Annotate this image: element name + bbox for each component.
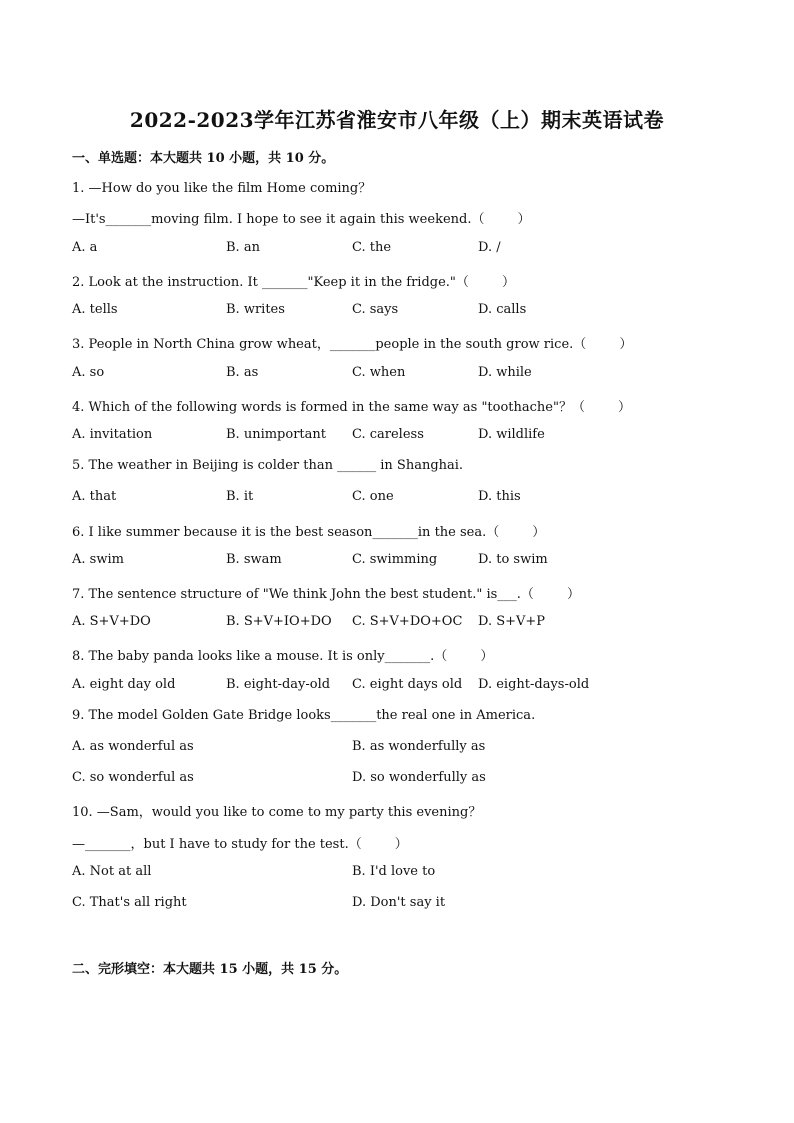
question-9-options-row2 (72, 770, 722, 788)
option-a[interactable]: A. S+V+DO (72, 614, 151, 629)
option-c[interactable]: C. one (352, 489, 394, 504)
question-4-stem: 4. Which of the following words is formed in the same way as "toothache"？（ ） (72, 400, 632, 415)
option-b[interactable]: B. writes (226, 302, 285, 317)
option-d[interactable]: D. Don't say it (352, 895, 446, 910)
option-a[interactable]: A. swim (72, 552, 124, 567)
question-6-options (72, 552, 722, 570)
option-c[interactable]: C. says (352, 302, 399, 317)
option-a[interactable]: A. eight day old (72, 677, 176, 692)
section-heading: 二、完形填空：本大题共 15 小题，共 15 分。 (72, 962, 348, 977)
option-a[interactable]: A. Not at all (72, 864, 152, 879)
option-c[interactable]: C. when (352, 365, 406, 380)
question-5-stem: 5. The weather in Beijing is colder than ______ in Shanghai. (72, 458, 464, 473)
question-4-options (72, 427, 722, 445)
question-5-options (72, 489, 722, 507)
question-1-prompt: —It's_______moving film. I hope to see it again this weekend.（ ） (72, 212, 531, 227)
option-b[interactable]: B. it (226, 489, 254, 504)
question-8-stem: 8. The baby panda looks like a mouse. It is only_______.（ ） (72, 649, 494, 664)
option-b[interactable]: B. unimportant (226, 427, 326, 442)
option-b[interactable]: B. swam (226, 552, 282, 567)
option-b[interactable]: B. eight-day-old (226, 677, 331, 692)
question-6-stem: 6. I like summer because it is the best season_______in the sea.（ ） (72, 525, 546, 540)
section-heading: 一、单选题：本大题共 10 小题，共 10 分。 (72, 151, 335, 166)
option-c[interactable]: C. S+V+DO+OC (352, 614, 463, 629)
option-b[interactable]: B. S+V+IO+DO (226, 614, 332, 629)
option-d[interactable]: D. calls (478, 302, 527, 317)
option-c[interactable]: C. That's all right (72, 895, 187, 910)
option-d[interactable]: D. this (478, 489, 521, 504)
question-10-options-row2 (72, 895, 722, 913)
option-b[interactable]: B. an (226, 240, 260, 255)
option-a[interactable]: A. a (72, 240, 98, 255)
option-b[interactable]: B. as wonderfully as (352, 739, 486, 754)
option-a[interactable]: A. as wonderful as (72, 739, 194, 754)
option-d[interactable]: D. while (478, 365, 532, 380)
question-10-prompt: —_______，but I have to study for the test.（ ） (72, 837, 408, 852)
option-d[interactable]: D. so wonderfully as (352, 770, 486, 785)
option-a[interactable]: A. that (72, 489, 117, 504)
option-a[interactable]: A. so (72, 365, 105, 380)
option-a[interactable]: A. tells (72, 302, 118, 317)
question-10-stem: 10. —Sam，would you like to come to my party this evening？ (72, 805, 482, 820)
question-8-options (72, 677, 722, 695)
option-c[interactable]: C. so wonderful as (72, 770, 194, 785)
question-9-options-row1 (72, 739, 722, 757)
option-c[interactable]: C. swimming (352, 552, 438, 567)
question-1-stem: 1. —How do you like the film Home coming？ (72, 181, 372, 196)
question-9-stem: 9. The model Golden Gate Bridge looks_______the real one in America. (72, 708, 536, 723)
option-d[interactable]: D. eight-days-old (478, 677, 590, 692)
question-7-options (72, 614, 722, 632)
option-b[interactable]: B. as (226, 365, 259, 380)
option-d[interactable]: D. S+V+P (478, 614, 546, 629)
question-2-stem: 2. Look at the instruction. It _______"Keep it in the fridge."（ ） (72, 275, 515, 290)
option-b[interactable]: B. I'd love to (352, 864, 436, 879)
option-c[interactable]: C. the (352, 240, 392, 255)
question-7-stem: 7. The sentence structure of "We think John the best student." is___.（ ） (72, 587, 580, 602)
option-a[interactable]: A. invitation (72, 427, 153, 442)
question-1-options (72, 240, 722, 258)
question-2-options (72, 302, 722, 320)
question-3-stem: 3. People in North China grow wheat，_______people in the south grow rice.（ ） (72, 337, 633, 352)
option-c[interactable]: C. careless (352, 427, 424, 442)
question-3-options (72, 365, 722, 383)
question-10-options-row1 (72, 864, 722, 882)
option-d[interactable]: D. / (478, 240, 501, 255)
option-c[interactable]: C. eight days old (352, 677, 463, 692)
option-d[interactable]: D. wildlife (478, 427, 545, 442)
option-d[interactable]: D. to swim (478, 552, 548, 567)
page-title: 2022-2023学年江苏省淮安市八年级（上）期末英语试卷 (129, 108, 665, 132)
